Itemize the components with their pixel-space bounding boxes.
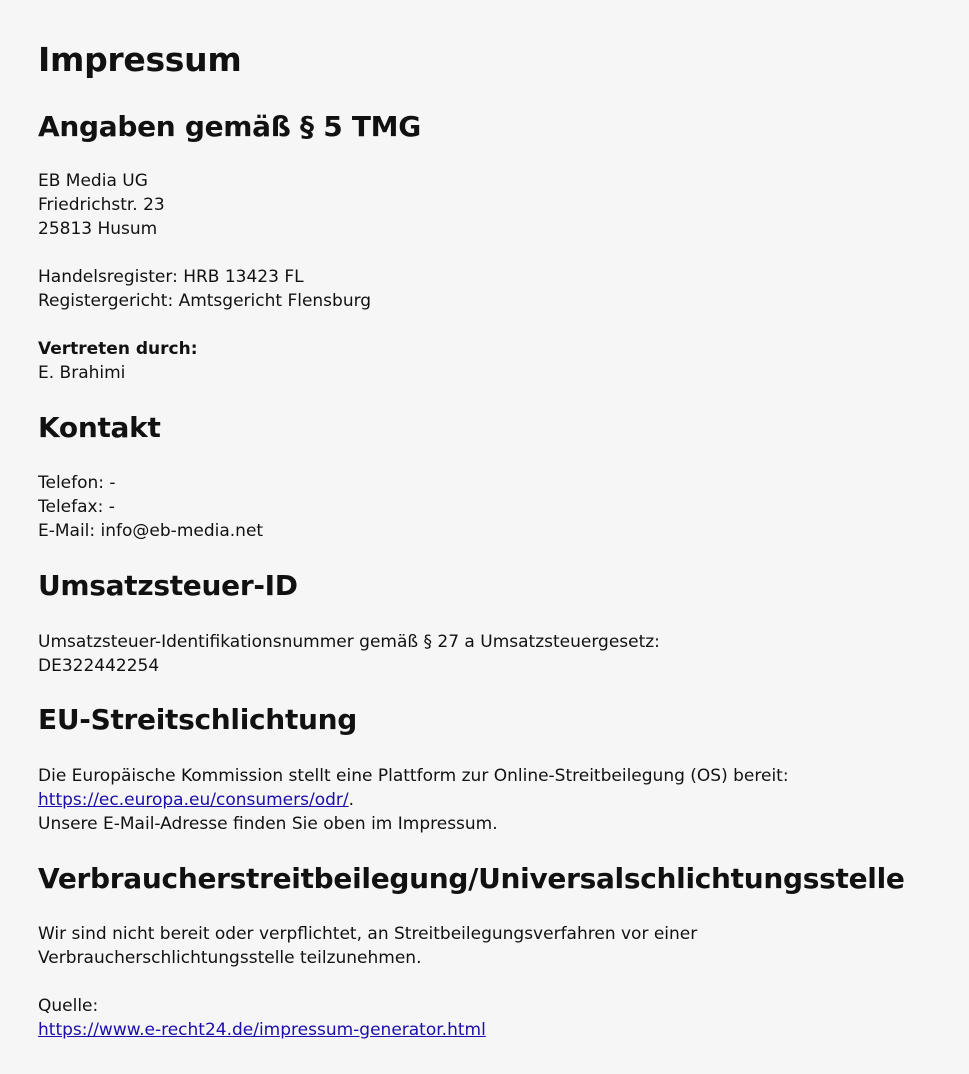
representative-block <box>38 337 198 385</box>
ust-number: DE322442254 <box>38 656 160 676</box>
register-block <box>38 265 371 313</box>
ust-block <box>38 630 660 678</box>
ust-text: Umsatzsteuer-Identifikationsnummer gemäß § 27 a Umsatzsteuergesetz: <box>38 632 660 652</box>
street-address: Friedrichstr. 23 <box>38 195 165 215</box>
email-address: info@eb-media.net <box>100 521 264 541</box>
quelle-label: Quelle: <box>38 996 99 1016</box>
company-name: EB Media UG <box>38 171 148 191</box>
verbraucher-line-2: Verbraucherschlichtungsstelle teilzunehmen. <box>38 948 422 968</box>
eu-heading: EU-Streitschlichtung <box>38 703 358 736</box>
email-line <box>38 519 263 543</box>
quelle-link[interactable]: https://www.e-recht24.de/impressum-generator.html <box>38 1020 486 1040</box>
contact-block <box>38 471 263 543</box>
city-address: 25813 Husum <box>38 219 158 239</box>
eu-link-suffix: . <box>348 790 355 810</box>
verbraucher-block <box>38 922 697 970</box>
ust-heading: Umsatzsteuer-ID <box>38 569 298 602</box>
eu-email-note: Unsere E-Mail-Adresse finden Sie oben im Impressum. <box>38 814 498 834</box>
angaben-heading: Angaben gemäß § 5 TMG <box>38 110 421 143</box>
quelle-block <box>38 994 486 1042</box>
fax-line: Telefax: - <box>38 497 115 517</box>
eu-link-line <box>38 788 789 812</box>
represented-name: E. Brahimi <box>38 363 126 383</box>
address-block <box>38 169 165 241</box>
verbraucher-line-1: Wir sind nicht bereit oder verpflichtet, an Streitbeilegungsverfahren vor einer <box>38 924 698 944</box>
page-title: Impressum <box>38 40 242 79</box>
verbraucher-heading: Verbraucherstreitbeilegung/Universalschlichtungsstelle <box>38 862 905 895</box>
email-label: E-Mail: <box>38 521 101 541</box>
eu-odr-link[interactable]: https://ec.europa.eu/consumers/odr/ <box>38 790 349 810</box>
register-number: Handelsregister: HRB 13423 FL <box>38 267 304 287</box>
represented-label: Vertreten durch: <box>38 339 198 359</box>
kontakt-heading: Kontakt <box>38 411 161 444</box>
register-court: Registergericht: Amtsgericht Flensburg <box>38 291 372 311</box>
eu-text: Die Europäische Kommission stellt eine Plattform zur Online-Streitbeilegung (OS) bereit: <box>38 766 789 786</box>
phone-line: Telefon: - <box>38 473 116 493</box>
eu-block <box>38 764 789 836</box>
